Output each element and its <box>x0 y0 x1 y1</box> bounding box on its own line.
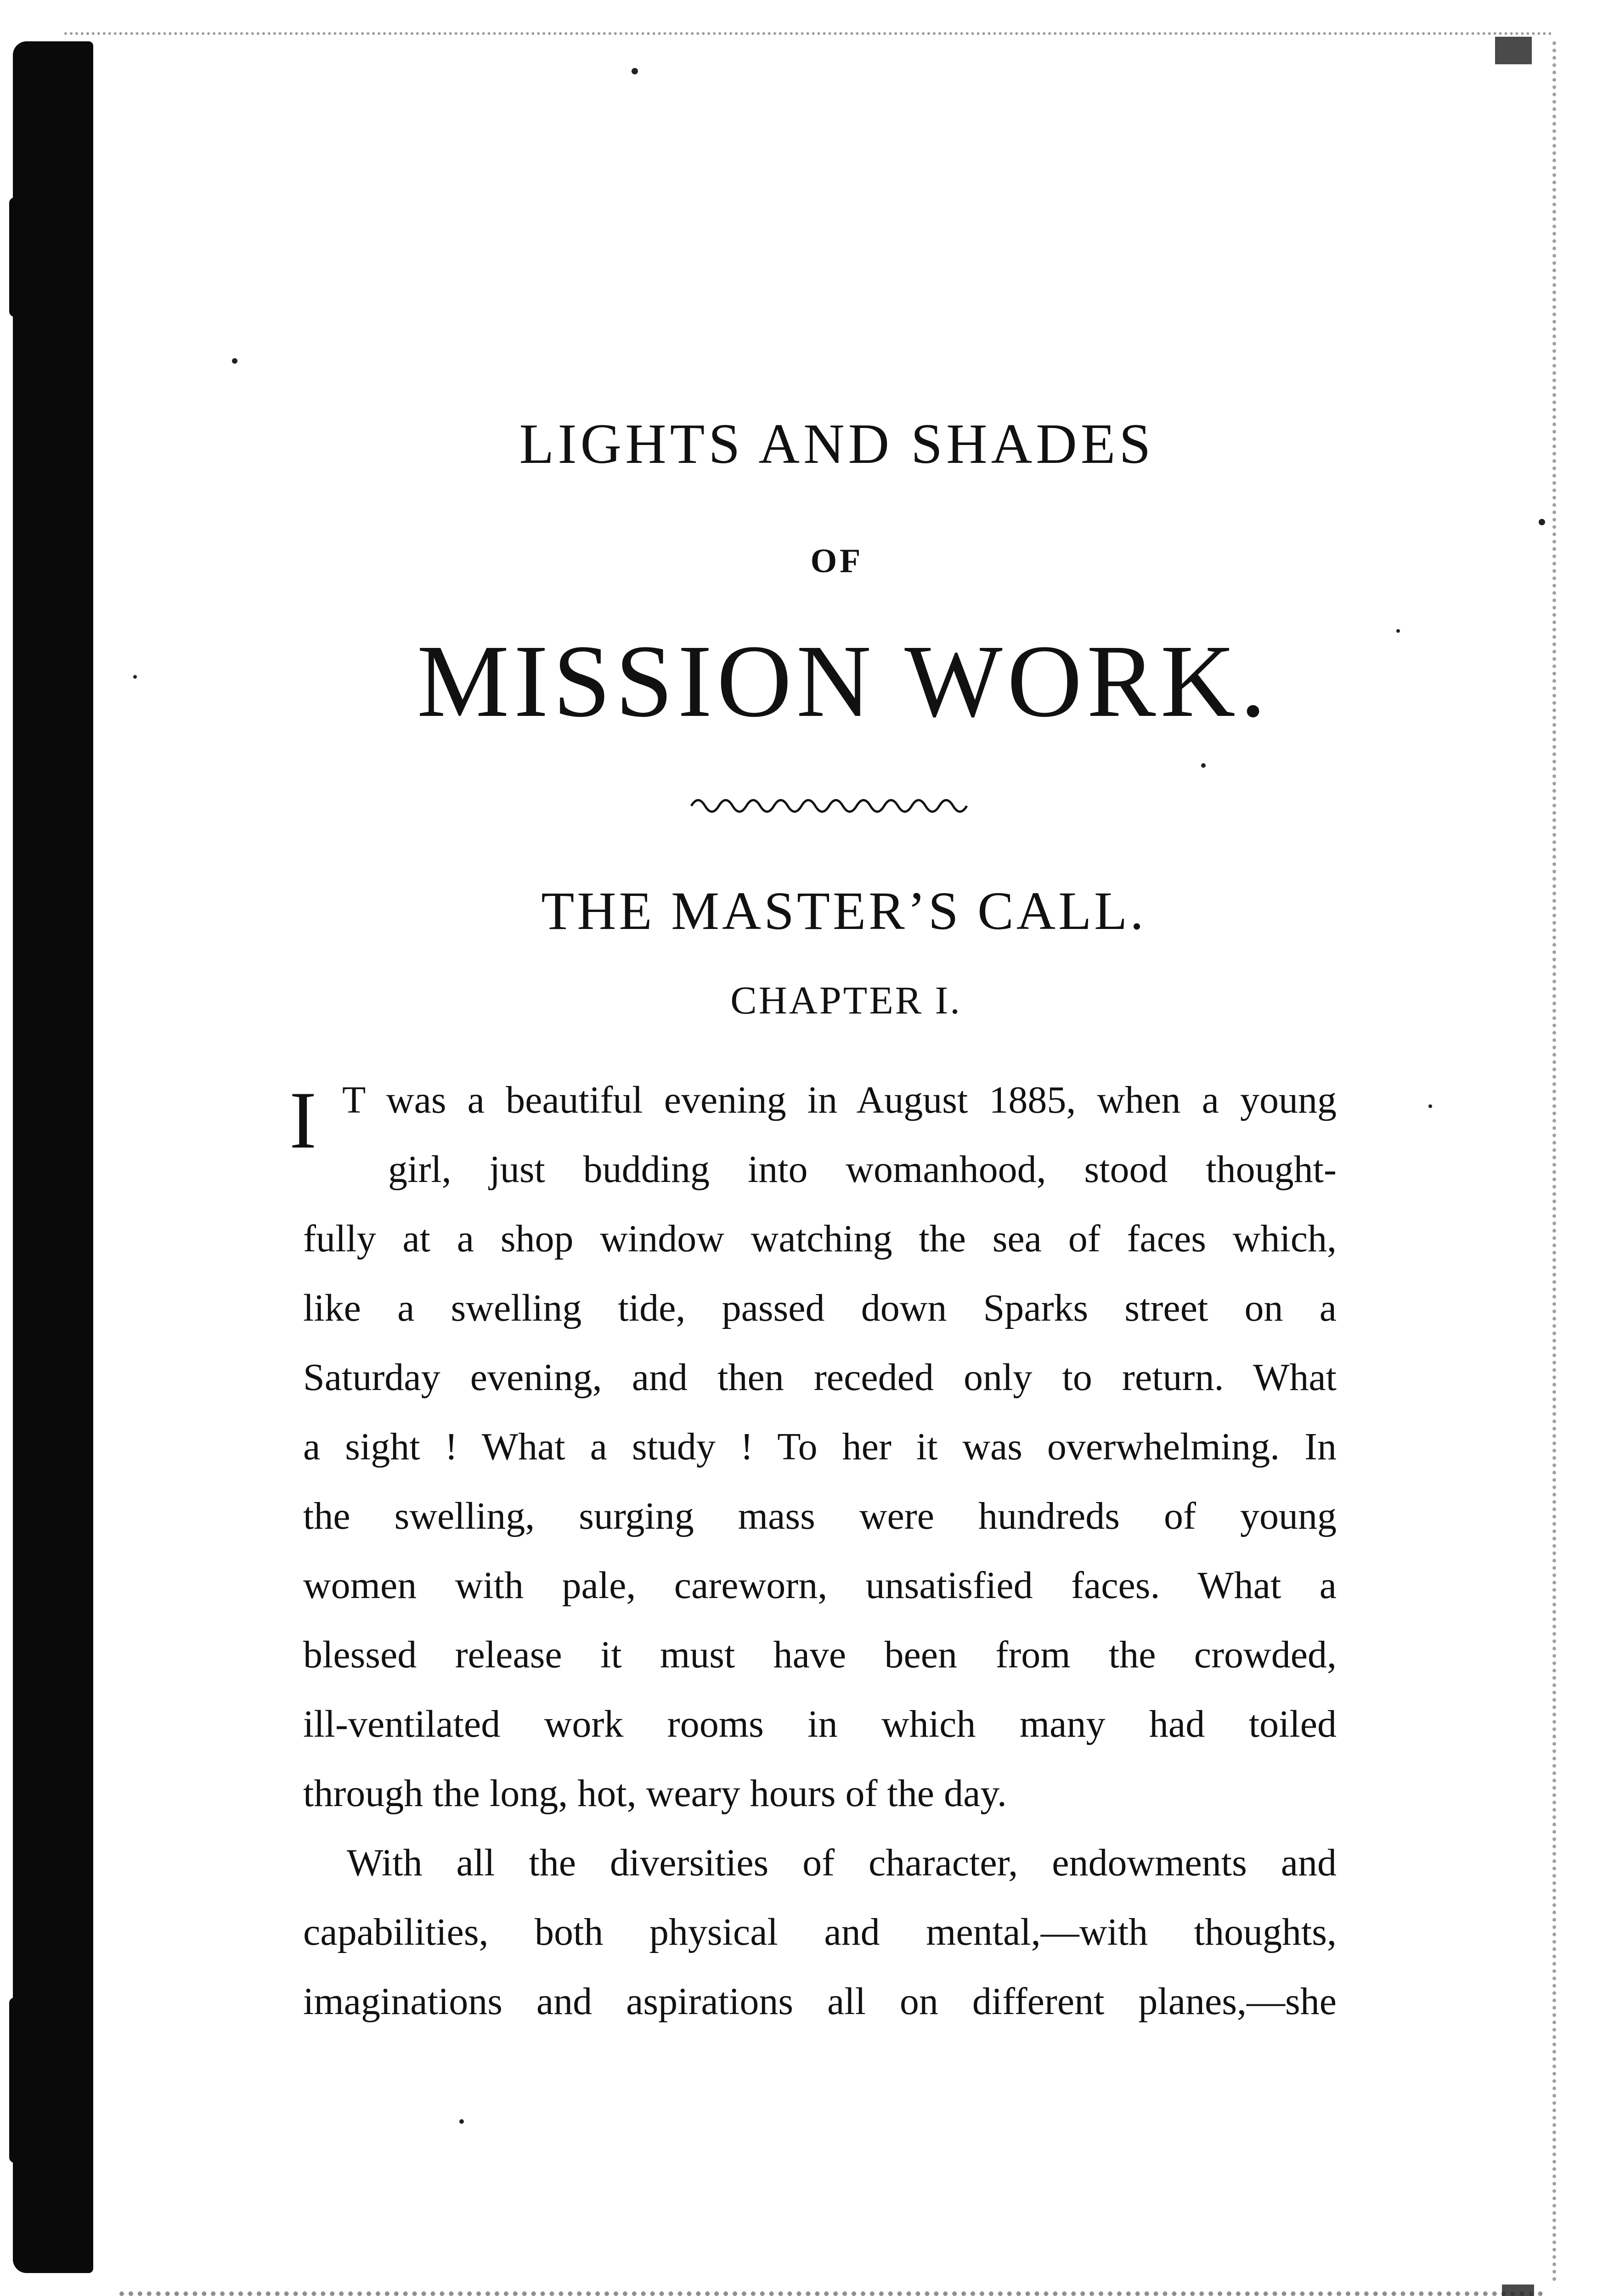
ornamental-rule <box>689 792 974 815</box>
body-text <box>289 1065 1337 2036</box>
ink-speck <box>1201 763 1206 768</box>
drop-cap: I <box>289 1075 317 1165</box>
scan-edge-bottom <box>119 2291 1543 2296</box>
text-line: a sight ! What a study ! To her it was overwhelming. In <box>303 1425 1337 1468</box>
text-line: T was a beautiful evening in August 1885, when a young <box>342 1079 1337 1121</box>
text-line: Saturday evening, and then receded only to return. What <box>303 1356 1337 1399</box>
text-line: imaginations and aspirations all on different planes,—she <box>303 1980 1337 2023</box>
text-line: ill-ventilated work rooms in which many had toiled <box>303 1703 1337 1745</box>
text-line: girl, just budding into womanhood, stood thought- <box>388 1148 1337 1191</box>
text-line: women with pale, careworn, unsatisfied faces. What a <box>303 1564 1337 1607</box>
binding-shadow <box>13 41 93 2273</box>
ink-speck <box>459 2119 464 2124</box>
scan-edge-right <box>1539 41 1556 2282</box>
scan-edge-top <box>64 32 1552 42</box>
title-line-1: LIGHTS AND SHADES <box>519 412 1155 475</box>
scan-corner-mark <box>1495 37 1532 64</box>
page-title: MISSION WORK. <box>417 624 1271 738</box>
text-line: capabilities, both physical and mental,—with thoughts, <box>303 1911 1337 1953</box>
text-line: With all the diversities of character, endowments and <box>347 1841 1337 1884</box>
title-of: OF <box>810 542 863 580</box>
binding-notch <box>9 197 23 317</box>
binding-notch <box>9 1998 23 2163</box>
text-line: through the long, hot, weary hours of the day. <box>303 1772 1007 1815</box>
section-title: THE MASTER’S CALL. <box>541 881 1146 941</box>
ink-speck <box>1428 1104 1432 1108</box>
text-line: blessed release it must have been from the crowded, <box>303 1633 1337 1676</box>
text-line: fully at a shop window watching the sea of faces which, <box>303 1217 1337 1260</box>
ink-speck <box>232 358 237 364</box>
text-line: like a swelling tide, passed down Sparks street on a <box>303 1287 1337 1329</box>
scan-corner-mark <box>1502 2285 1534 2296</box>
text-line: the swelling, surging mass were hundreds of young <box>303 1495 1337 1537</box>
ink-speck <box>1539 519 1545 525</box>
chapter-heading: CHAPTER I. <box>730 978 962 1022</box>
ink-speck <box>632 68 638 74</box>
